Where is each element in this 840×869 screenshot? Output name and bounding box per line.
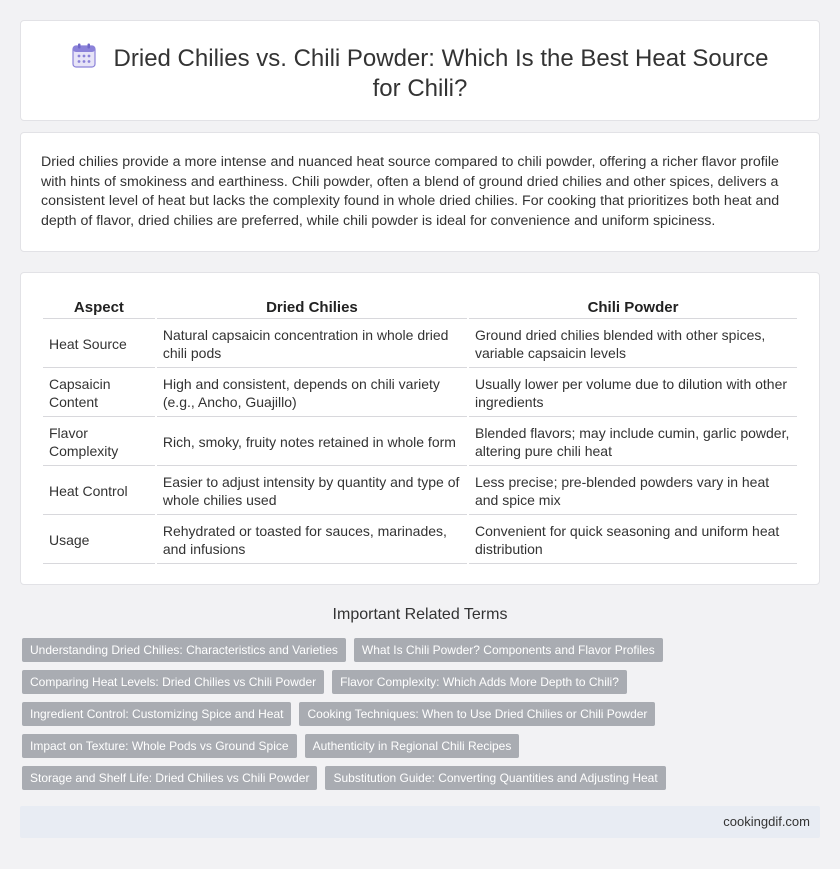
- header-chili-powder: Chili Powder: [469, 295, 797, 319]
- related-term-link[interactable]: Flavor Complexity: Which Adds More Depth to Chili?: [332, 670, 627, 694]
- cell-dried-chilies: Natural capsaicin concentration in whole dried chili pods: [157, 321, 467, 368]
- summary-text: Dried chilies provide a more intense and nuanced heat source compared to chili powder, offering a richer flavor profile with hints of smokiness and earthiness. Chili powder, often a blend of ground dried chilies and other spices, delivers a consistent level of heat but lacks the complexity found in whole dried chilies. For cooking that prioritizes both heat and depth of flavor, dried chilies are preferred, while chili powder is ideal for convenience and uniform spiciness.: [41, 154, 780, 229]
- related-term-link[interactable]: Understanding Dried Chilies: Characteristics and Varieties: [22, 638, 346, 662]
- cell-dried-chilies: Rehydrated or toasted for sauces, marinades, and infusions: [157, 517, 467, 564]
- cell-aspect: Flavor Complexity: [43, 419, 155, 466]
- cell-chili-powder: Blended flavors; may include cumin, garlic powder, altering pure chili heat: [469, 419, 797, 466]
- cell-dried-chilies: Rich, smoky, fruity notes retained in whole form: [157, 419, 467, 466]
- related-term-link[interactable]: Impact on Texture: Whole Pods vs Ground Spice: [22, 734, 297, 758]
- related-term-link[interactable]: Ingredient Control: Customizing Spice and Heat: [22, 702, 291, 726]
- cell-dried-chilies: High and consistent, depends on chili variety (e.g., Ancho, Guajillo): [157, 370, 467, 417]
- table-row: [43, 419, 797, 466]
- comparison-card: [20, 272, 820, 585]
- related-term-link[interactable]: What Is Chili Powder? Components and Flavor Profiles: [354, 638, 663, 662]
- cell-aspect: Usage: [43, 517, 155, 564]
- cell-chili-powder: Usually lower per volume due to dilution with other ingredients: [469, 370, 797, 417]
- related-term-link[interactable]: Substitution Guide: Converting Quantities and Adjusting Heat: [325, 766, 665, 790]
- page-title: Dried Chilies vs. Chili Powder: Which Is the Best Heat Source for Chili?: [113, 45, 769, 102]
- table-row: [43, 517, 797, 564]
- cell-aspect: Capsaicin Content: [43, 370, 155, 417]
- summary-card: [20, 132, 820, 252]
- related-terms-list: [22, 638, 822, 790]
- footer: [20, 806, 820, 838]
- related-term-link[interactable]: Authenticity in Regional Chili Recipes: [305, 734, 520, 758]
- cell-dried-chilies: Easier to adjust intensity by quantity and type of whole chilies used: [157, 468, 467, 515]
- cell-chili-powder: Convenient for quick seasoning and uniform heat distribution: [469, 517, 797, 564]
- header-card: [20, 20, 820, 121]
- table-header-row: [43, 295, 797, 319]
- calendar-icon: [72, 43, 96, 69]
- header-aspect: Aspect: [43, 295, 155, 319]
- related-terms-title: Important Related Terms: [332, 606, 508, 623]
- related-term-link[interactable]: Cooking Techniques: When to Use Dried Chilies or Chili Powder: [299, 702, 655, 726]
- table-row: [43, 370, 797, 417]
- cell-chili-powder: Less precise; pre-blended powders vary in heat and spice mix: [469, 468, 797, 515]
- related-term-link[interactable]: Storage and Shelf Life: Dried Chilies vs Chili Powder: [22, 766, 317, 790]
- cell-aspect: Heat Source: [43, 321, 155, 368]
- cell-chili-powder: Ground dried chilies blended with other spices, variable capsaicin levels: [469, 321, 797, 368]
- header-dried-chilies: Dried Chilies: [157, 295, 467, 319]
- footer-site[interactable]: cookingdif.com: [723, 814, 810, 829]
- comparison-table: [41, 293, 799, 566]
- title-wrap: [61, 43, 779, 104]
- table-row: [43, 468, 797, 515]
- cell-aspect: Heat Control: [43, 468, 155, 515]
- table-row: [43, 321, 797, 368]
- related-term-link[interactable]: Comparing Heat Levels: Dried Chilies vs Chili Powder: [22, 670, 324, 694]
